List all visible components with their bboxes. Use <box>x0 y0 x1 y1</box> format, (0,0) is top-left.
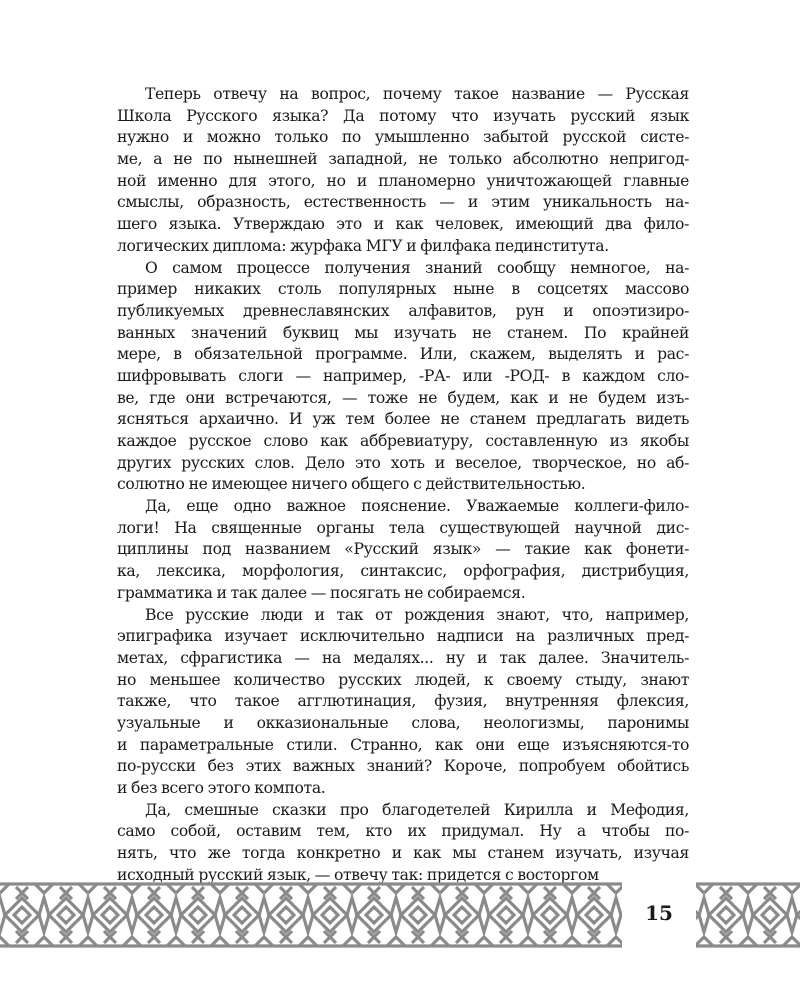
text-line: эпиграфика изучает исключительно надписи на различных пред- <box>117 627 689 646</box>
text-line: ме, а не по нынешней западной, не только абсолютно непригод- <box>117 150 689 169</box>
text-line: ве, где они встречаются, — тоже не будем, как и не будем изъ- <box>117 388 689 407</box>
text-line: само собой, оставим тем, кто их придумал. Ну а чтобы по- <box>117 822 689 841</box>
text-line: логи! На священные органы тела существующей научной дис- <box>117 518 689 537</box>
text-line: метах, сфрагистика — на медалях... ну и так далее. Значитель- <box>117 648 689 667</box>
text-line: мере, в обязательной программе. Или, скажем, выделять и рас- <box>117 345 689 364</box>
paragraph <box>89 258 689 497</box>
text-line: Теперь отвечу на вопрос, почему такое название — Русская <box>145 85 689 103</box>
text-line: но меньшее количество русских людей, к своему стыду, знают <box>117 670 689 689</box>
text-line: узуальные и окказиональные слова, неологизмы, паронимы <box>117 713 689 732</box>
text-line: Все русские люди и так от рождения знают, что, например, <box>145 605 689 624</box>
text-line: шего языка. Утверждаю это и как человек, имеющий два фило- <box>117 215 689 234</box>
paragraph <box>89 84 689 258</box>
text-line: также, что такое агглютинация, фузия, внутренняя флексия, <box>117 692 689 711</box>
text-line: нять, что же тогда конкретно и как мы станем изучать, изучая <box>117 844 689 863</box>
text-line: по-русски без этих важных знаний? Короче, попробуем обойтись <box>117 757 689 776</box>
paragraph <box>89 605 689 800</box>
text-line: Да, еще одно важное пояснение. Уважаемые коллеги-фило- <box>145 497 689 516</box>
text-line: циплины под названием «Русский язык» — такие как фонети- <box>117 540 689 559</box>
text-line: шифровывать слоги — например, -РА- или -РОД- в каждом сло- <box>117 366 689 385</box>
text-line: каждое русское слово как аббревиатуру, составленную из якобы <box>117 432 689 450</box>
text-line: исходный русский язык, — отвечу так: придется с восторгом <box>117 865 599 884</box>
text-line: Школа Русского языка? Да потому что изучать русский язык <box>117 106 689 125</box>
paragraph <box>89 800 689 887</box>
page-number: 15 <box>645 901 673 925</box>
text-line: солютно не имеющее ничего общего с действительностью. <box>117 475 586 494</box>
text-line: и без всего этого компота. <box>117 779 326 797</box>
body-text <box>89 84 689 886</box>
text-line: О самом процессе получения знаний сообщу немногое, на- <box>145 258 689 277</box>
text-line: пример никаких столь популярных ныне в соцсетях массово <box>117 280 689 299</box>
text-line: нужно и можно только по умышленно забытой русской систе- <box>117 128 689 147</box>
text-line: ванных значений буквиц мы изучать не станем. По крайней <box>117 323 689 342</box>
footer-ornament-left <box>0 878 622 952</box>
footer-ornament-right <box>696 878 800 952</box>
text-line: Да, смешные сказки про благодетелей Кирилла и Мефодия, <box>145 800 689 819</box>
text-line: смыслы, образность, естественность — и этим уникальность на- <box>117 193 689 212</box>
text-line: ка, лексика, морфология, синтаксис, орфография, дистрибуция, <box>117 562 689 581</box>
text-line: ной именно для этого, но и планомерно уничтожающей главные <box>117 171 689 190</box>
text-line: грамматика и так далее — посягать не собираемся. <box>117 583 526 602</box>
text-line: логических диплома: журфака МГУ и филфака пединститута. <box>117 236 609 255</box>
paragraph <box>89 496 689 604</box>
text-line: публикуемых древнеславянских алфавитов, рун и опоэтизиро- <box>117 301 689 320</box>
text-line: других русских слов. Дело это хоть и веселое, творческое, но аб- <box>117 453 689 472</box>
text-line: и параметральные стили. Странно, как они еще изъясняются-то <box>117 735 689 754</box>
text-line: ясняться архаично. И уж тем более не станем предлагать видеть <box>117 410 689 429</box>
